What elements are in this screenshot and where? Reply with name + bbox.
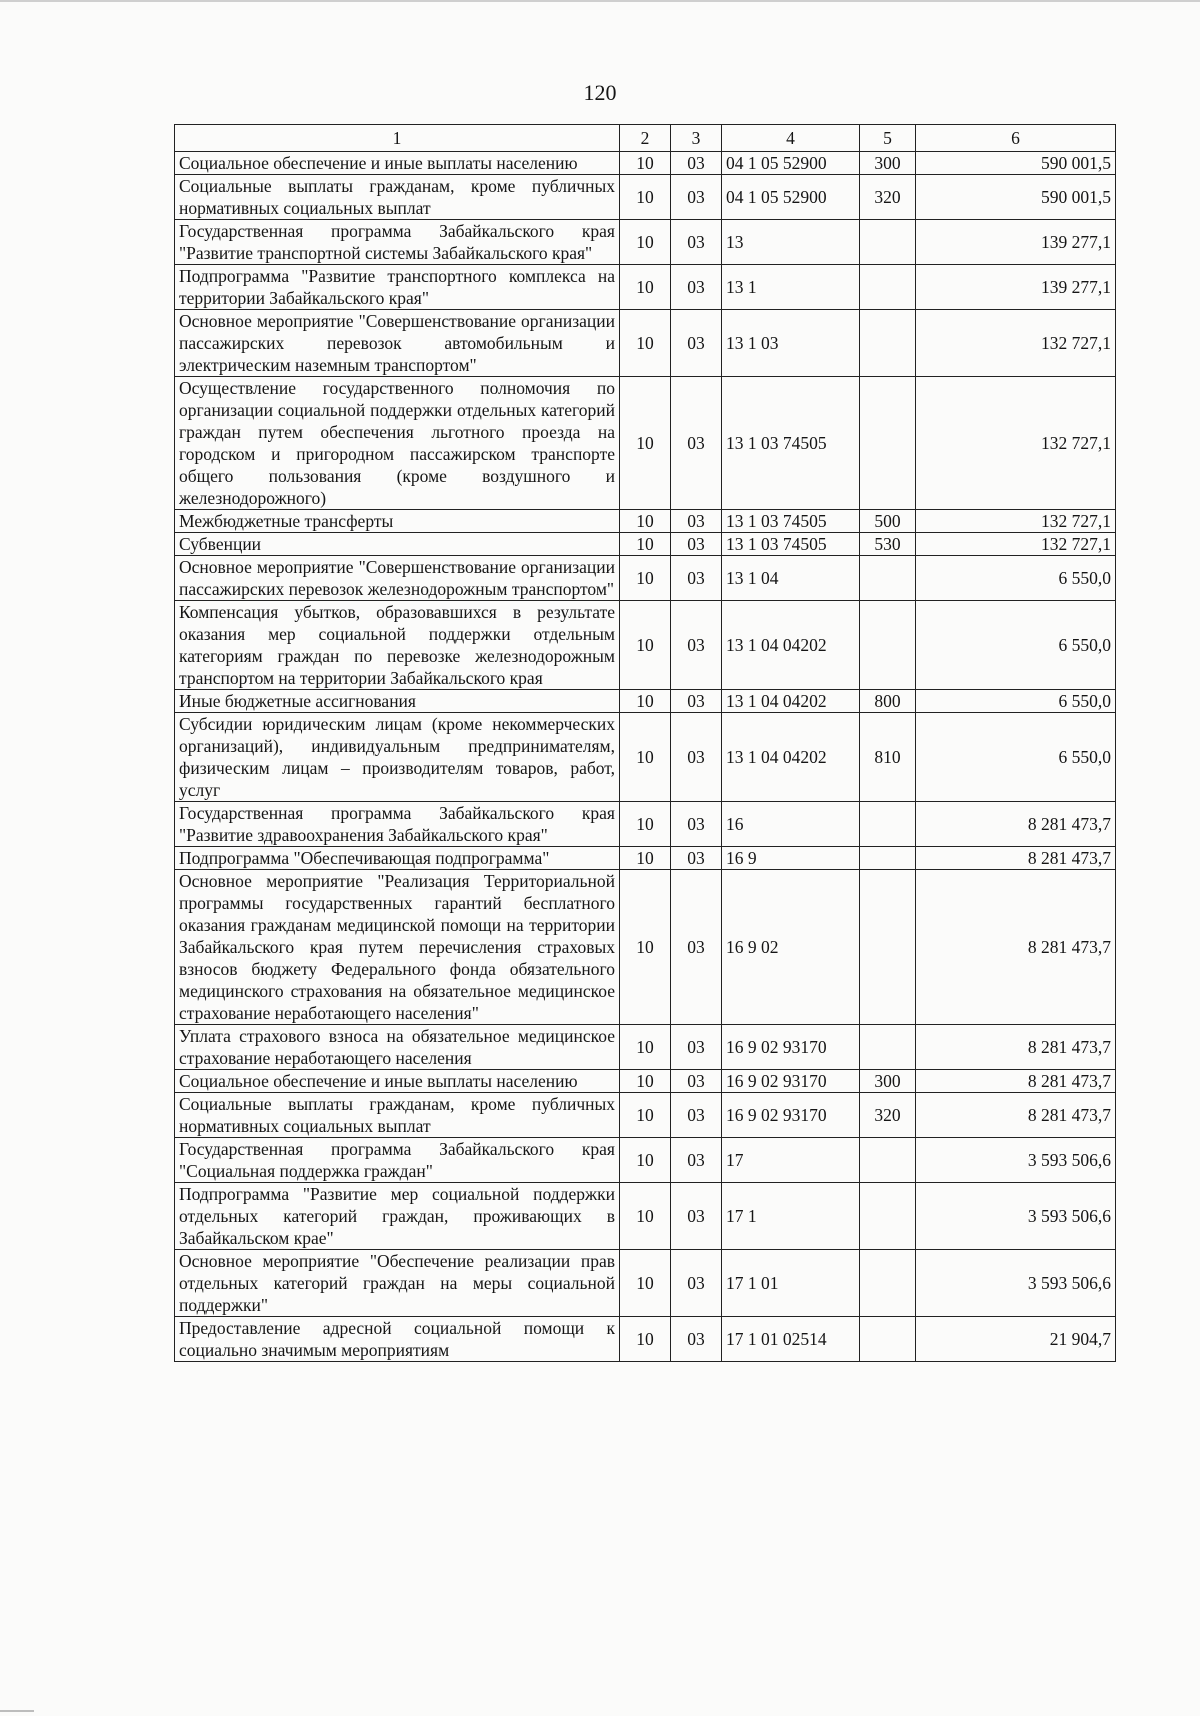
budget-table xyxy=(174,124,1116,1362)
row-expense-type xyxy=(860,1183,916,1250)
table-row xyxy=(175,533,1116,556)
row-name: Иные бюджетные ассигнования xyxy=(175,690,620,713)
row-amount: 8 281 473,7 xyxy=(916,1070,1116,1093)
row-section: 10 xyxy=(620,870,671,1025)
row-target-code: 17 1 xyxy=(722,1183,860,1250)
row-name: Основное мероприятие "Реализация Территориальной программы государственных гарантий бесплатного оказания гражданам медицинской помощи на территории Забайкальского края путем перечисления страховых взносов бюджету Федерального фонда обязательного медицинского страхования на обязательное медицинское страхование неработающего населения" xyxy=(175,870,620,1025)
row-expense-type xyxy=(860,265,916,310)
table-row xyxy=(175,601,1116,690)
page-number: 120 xyxy=(583,80,617,105)
row-amount: 8 281 473,7 xyxy=(916,870,1116,1025)
row-expense-type xyxy=(860,802,916,847)
row-name: Субвенции xyxy=(175,533,620,556)
header-col-1: 1 xyxy=(175,125,620,152)
row-expense-type xyxy=(860,847,916,870)
row-subsection: 03 xyxy=(671,510,722,533)
row-target-code: 04 1 05 52900 xyxy=(722,152,860,175)
row-subsection: 03 xyxy=(671,220,722,265)
row-name: Подпрограмма "Развитие транспортного комплекса на территории Забайкальского края" xyxy=(175,265,620,310)
row-section: 10 xyxy=(620,1138,671,1183)
row-subsection: 03 xyxy=(671,265,722,310)
row-target-code: 16 9 02 xyxy=(722,870,860,1025)
row-target-code: 16 9 02 93170 xyxy=(722,1025,860,1070)
row-section: 10 xyxy=(620,802,671,847)
row-amount: 132 727,1 xyxy=(916,310,1116,377)
row-name: Социальные выплаты гражданам, кроме публичных нормативных социальных выплат xyxy=(175,175,620,220)
row-expense-type: 800 xyxy=(860,690,916,713)
row-section: 10 xyxy=(620,1183,671,1250)
row-target-code: 13 1 03 74505 xyxy=(722,377,860,510)
row-subsection: 03 xyxy=(671,533,722,556)
row-subsection: 03 xyxy=(671,310,722,377)
row-subsection: 03 xyxy=(671,1025,722,1070)
row-name: Государственная программа Забайкальского края "Социальная поддержка граждан" xyxy=(175,1138,620,1183)
row-target-code: 17 xyxy=(722,1138,860,1183)
table-row xyxy=(175,175,1116,220)
row-target-code: 13 1 04 04202 xyxy=(722,690,860,713)
row-subsection: 03 xyxy=(671,847,722,870)
row-target-code: 13 1 03 xyxy=(722,310,860,377)
row-name: Государственная программа Забайкальского края "Развитие здравоохранения Забайкальского края" xyxy=(175,802,620,847)
row-name: Уплата страхового взноса на обязательное медицинское страхование неработающего населения xyxy=(175,1025,620,1070)
table-row xyxy=(175,377,1116,510)
table-row xyxy=(175,265,1116,310)
row-section: 10 xyxy=(620,220,671,265)
row-amount: 8 281 473,7 xyxy=(916,1093,1116,1138)
row-name: Компенсация убытков, образовавшихся в результате оказания мер социальной поддержки отдельным категориям граждан по перевозке железнодорожным транспортом на территории Забайкальского края xyxy=(175,601,620,690)
row-subsection: 03 xyxy=(671,1250,722,1317)
row-target-code: 13 xyxy=(722,220,860,265)
row-subsection: 03 xyxy=(671,713,722,802)
header-col-6: 6 xyxy=(916,125,1116,152)
row-expense-type xyxy=(860,870,916,1025)
table-row xyxy=(175,802,1116,847)
row-target-code: 17 1 01 02514 xyxy=(722,1317,860,1362)
row-subsection: 03 xyxy=(671,175,722,220)
row-name: Подпрограмма "Обеспечивающая подпрограмма" xyxy=(175,847,620,870)
header-col-3: 3 xyxy=(671,125,722,152)
row-target-code: 16 9 02 93170 xyxy=(722,1070,860,1093)
row-expense-type: 810 xyxy=(860,713,916,802)
row-expense-type xyxy=(860,1317,916,1362)
row-name: Основное мероприятие "Совершенствование организации пассажирских перевозок железнодорожным транспортом" xyxy=(175,556,620,601)
row-subsection: 03 xyxy=(671,1093,722,1138)
row-amount: 6 550,0 xyxy=(916,713,1116,802)
scan-top-edge xyxy=(0,0,1200,2)
row-amount: 3 593 506,6 xyxy=(916,1183,1116,1250)
header-col-5: 5 xyxy=(860,125,916,152)
row-name: Основное мероприятие "Совершенствование организации пассажирских перевозок автомобильным и электрическим наземным транспортом" xyxy=(175,310,620,377)
row-expense-type: 320 xyxy=(860,175,916,220)
row-subsection: 03 xyxy=(671,1138,722,1183)
row-target-code: 17 1 01 xyxy=(722,1250,860,1317)
row-name: Субсидии юридическим лицам (кроме некоммерческих организаций), индивидуальным предпринимателям, физическим лицам – производителям товаров, работ, услуг xyxy=(175,713,620,802)
row-name: Социальное обеспечение и иные выплаты населению xyxy=(175,1070,620,1093)
row-expense-type xyxy=(860,377,916,510)
row-subsection: 03 xyxy=(671,601,722,690)
row-subsection: 03 xyxy=(671,1317,722,1362)
table-row xyxy=(175,556,1116,601)
row-subsection: 03 xyxy=(671,556,722,601)
row-target-code: 13 1 04 04202 xyxy=(722,601,860,690)
row-section: 10 xyxy=(620,556,671,601)
row-expense-type xyxy=(860,220,916,265)
row-expense-type: 500 xyxy=(860,510,916,533)
row-subsection: 03 xyxy=(671,152,722,175)
table-row xyxy=(175,220,1116,265)
row-section: 10 xyxy=(620,175,671,220)
row-section: 10 xyxy=(620,1070,671,1093)
row-name: Межбюджетные трансферты xyxy=(175,510,620,533)
row-amount: 139 277,1 xyxy=(916,265,1116,310)
row-name: Социальные выплаты гражданам, кроме публичных нормативных социальных выплат xyxy=(175,1093,620,1138)
row-amount: 3 593 506,6 xyxy=(916,1250,1116,1317)
table-row xyxy=(175,1025,1116,1070)
table-row xyxy=(175,1317,1116,1362)
table-row xyxy=(175,152,1116,175)
row-amount: 6 550,0 xyxy=(916,556,1116,601)
row-subsection: 03 xyxy=(671,802,722,847)
row-target-code: 16 9 xyxy=(722,847,860,870)
table-row xyxy=(175,1070,1116,1093)
row-expense-type: 300 xyxy=(860,1070,916,1093)
row-section: 10 xyxy=(620,847,671,870)
header-col-4: 4 xyxy=(722,125,860,152)
table-row xyxy=(175,1183,1116,1250)
row-section: 10 xyxy=(620,1093,671,1138)
row-name: Государственная программа Забайкальского края "Развитие транспортной системы Забайкальского края" xyxy=(175,220,620,265)
row-name: Подпрограмма "Развитие мер социальной поддержки отдельных категорий граждан, проживающих в Забайкальском крае" xyxy=(175,1183,620,1250)
scan-corner-mark xyxy=(0,1710,34,1712)
row-amount: 8 281 473,7 xyxy=(916,802,1116,847)
row-section: 10 xyxy=(620,510,671,533)
row-section: 10 xyxy=(620,1250,671,1317)
row-amount: 3 593 506,6 xyxy=(916,1138,1116,1183)
row-amount: 6 550,0 xyxy=(916,601,1116,690)
row-expense-type xyxy=(860,601,916,690)
row-amount: 132 727,1 xyxy=(916,377,1116,510)
row-expense-type: 300 xyxy=(860,152,916,175)
row-target-code: 13 1 03 74505 xyxy=(722,533,860,556)
row-amount: 6 550,0 xyxy=(916,690,1116,713)
row-amount: 132 727,1 xyxy=(916,533,1116,556)
row-target-code: 13 1 04 04202 xyxy=(722,713,860,802)
row-amount: 8 281 473,7 xyxy=(916,847,1116,870)
row-section: 10 xyxy=(620,1025,671,1070)
row-section: 10 xyxy=(620,1317,671,1362)
row-subsection: 03 xyxy=(671,377,722,510)
row-expense-type xyxy=(860,556,916,601)
row-section: 10 xyxy=(620,601,671,690)
row-amount: 21 904,7 xyxy=(916,1317,1116,1362)
table-row xyxy=(175,870,1116,1025)
table-row xyxy=(175,690,1116,713)
row-name: Предоставление адресной социальной помощи к социально значимым мероприятиям xyxy=(175,1317,620,1362)
row-target-code: 13 1 xyxy=(722,265,860,310)
table-row xyxy=(175,310,1116,377)
row-target-code: 13 1 04 xyxy=(722,556,860,601)
table-row xyxy=(175,510,1116,533)
row-section: 10 xyxy=(620,690,671,713)
table-row xyxy=(175,1138,1116,1183)
row-amount: 8 281 473,7 xyxy=(916,1025,1116,1070)
row-subsection: 03 xyxy=(671,690,722,713)
row-target-code: 16 xyxy=(722,802,860,847)
row-section: 10 xyxy=(620,533,671,556)
row-target-code: 16 9 02 93170 xyxy=(722,1093,860,1138)
row-section: 10 xyxy=(620,713,671,802)
table-row xyxy=(175,713,1116,802)
table-row xyxy=(175,1250,1116,1317)
row-target-code: 04 1 05 52900 xyxy=(722,175,860,220)
header-col-2: 2 xyxy=(620,125,671,152)
row-expense-type xyxy=(860,1025,916,1070)
row-amount: 132 727,1 xyxy=(916,510,1116,533)
row-subsection: 03 xyxy=(671,1183,722,1250)
row-expense-type xyxy=(860,310,916,377)
row-section: 10 xyxy=(620,310,671,377)
row-section: 10 xyxy=(620,265,671,310)
row-target-code: 13 1 03 74505 xyxy=(722,510,860,533)
row-amount: 590 001,5 xyxy=(916,152,1116,175)
table-row xyxy=(175,1093,1116,1138)
table-body xyxy=(175,152,1116,1362)
row-expense-type xyxy=(860,1250,916,1317)
table-header-row xyxy=(175,125,1116,152)
row-amount: 590 001,5 xyxy=(916,175,1116,220)
row-name: Социальное обеспечение и иные выплаты населению xyxy=(175,152,620,175)
row-expense-type xyxy=(860,1138,916,1183)
row-amount: 139 277,1 xyxy=(916,220,1116,265)
row-name: Осуществление государственного полномочия по организации социальной поддержки отдельных категорий граждан путем обеспечения льготного проезда на городском и пригородном пассажирском транспорте общего пользования (кроме воздушного и железнодорожного) xyxy=(175,377,620,510)
row-subsection: 03 xyxy=(671,870,722,1025)
row-expense-type: 320 xyxy=(860,1093,916,1138)
row-expense-type: 530 xyxy=(860,533,916,556)
row-section: 10 xyxy=(620,377,671,510)
row-section: 10 xyxy=(620,152,671,175)
table-row xyxy=(175,847,1116,870)
row-name: Основное мероприятие "Обеспечение реализации прав отдельных категорий граждан на меры социальной поддержки" xyxy=(175,1250,620,1317)
row-subsection: 03 xyxy=(671,1070,722,1093)
